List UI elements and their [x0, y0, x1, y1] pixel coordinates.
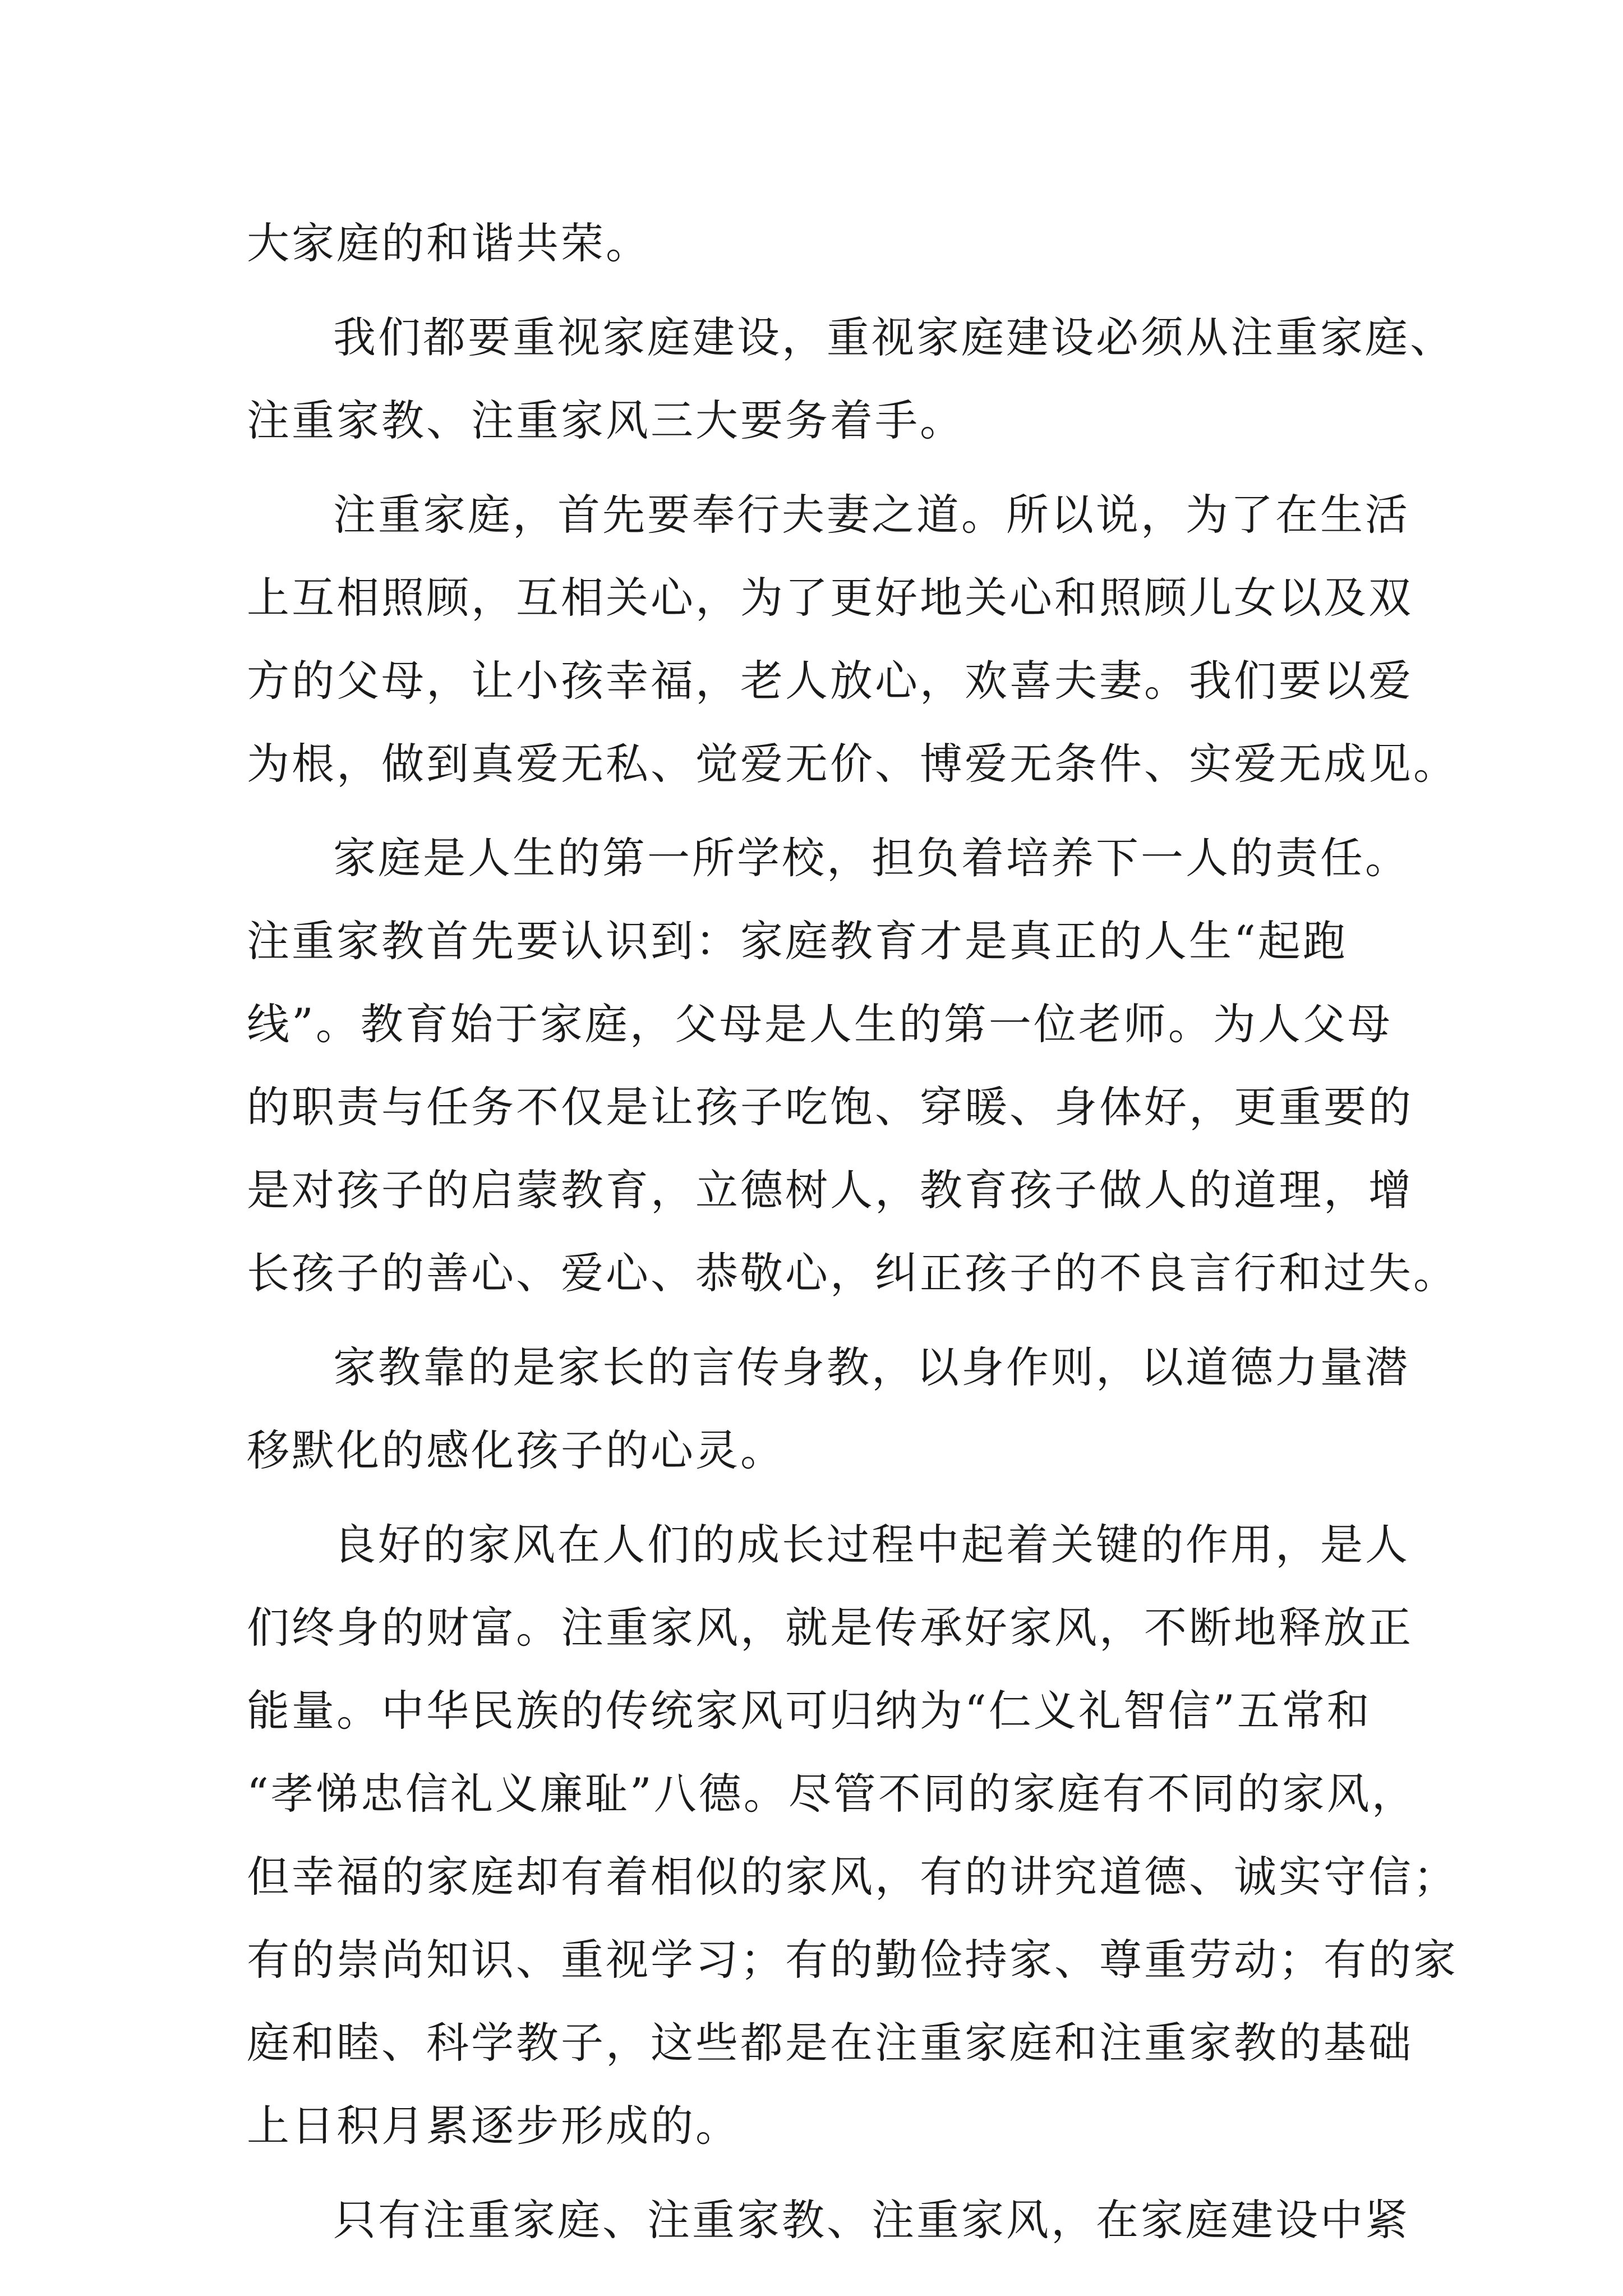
text-line: 方的父母，让小孩幸福，老人放心，欢喜夫妻。我们要以爱	[247, 656, 1413, 706]
text-line: 我们都要重视家庭建设，重视家庭建设必须从注重家庭、	[333, 312, 1455, 362]
text-line: 线”。教育始于家庭，父母是人生的第一位老师。为人父母	[247, 999, 1393, 1049]
text-line: 是对孩子的启蒙教育，立德树人，教育孩子做人的道理，增	[247, 1165, 1413, 1215]
text-line: 家教靠的是家长的言传身教，以身作则，以道德力量潜	[333, 1342, 1410, 1392]
text-line: 注重家教首先要认识到：家庭教育才是真正的人生“起跑	[247, 916, 1348, 966]
text-line: 庭和睦、科学教子，这些都是在注重家庭和注重家教的基础	[247, 2018, 1413, 2068]
text-line: 上互相照顾，互相关心，为了更好地关心和照顾儿女以及双	[247, 573, 1413, 623]
text-line: 上日积月累逐步形成的。	[247, 2101, 740, 2151]
text-line: 为根，做到真爱无私、觉爱无价、博爱无条件、实爱无成见。	[247, 739, 1458, 789]
text-line: 有的崇尚知识、重视学习；有的勤俭持家、尊重劳动；有的家	[247, 1935, 1458, 1985]
text-line: 能量。中华民族的传统家风可归纳为“仁义礼智信”五常和	[247, 1686, 1372, 1736]
text-line: 移默化的感化孩子的心灵。	[247, 1425, 785, 1475]
text-line: 大家庭的和谐共荣。	[247, 218, 651, 268]
text-line: 们终身的财富。注重家风，就是传承好家风，不断地释放正	[247, 1603, 1413, 1653]
text-line: 家庭是人生的第一所学校，担负着培养下一人的责任。	[333, 833, 1410, 883]
text-line: 长孩子的善心、爱心、恭敬心，纠正孩子的不良言行和过失。	[247, 1248, 1458, 1298]
text-line: 只有注重家庭、注重家教、注重家风，在家庭建设中紧	[333, 2195, 1410, 2245]
body-text	[247, 202, 1458, 2262]
text-line: 注重家教、注重家风三大要务着手。	[247, 395, 965, 445]
text-line: 但幸福的家庭却有着相似的家风，有的讲究道德、诚实守信；	[247, 1852, 1458, 1902]
text-line: 的职责与任务不仅是让孩子吃饱、穿暖、身体好，更重要的	[247, 1082, 1413, 1132]
text-line: “孝悌忠信礼义廉耻”八德。尽管不同的家庭有不同的家风，	[247, 1769, 1417, 1819]
text-line: 良好的家风在人们的成长过程中起着关键的作用，是人	[333, 1520, 1410, 1570]
text-line: 注重家庭，首先要奉行夫妻之道。所以说，为了在生活	[333, 490, 1410, 540]
